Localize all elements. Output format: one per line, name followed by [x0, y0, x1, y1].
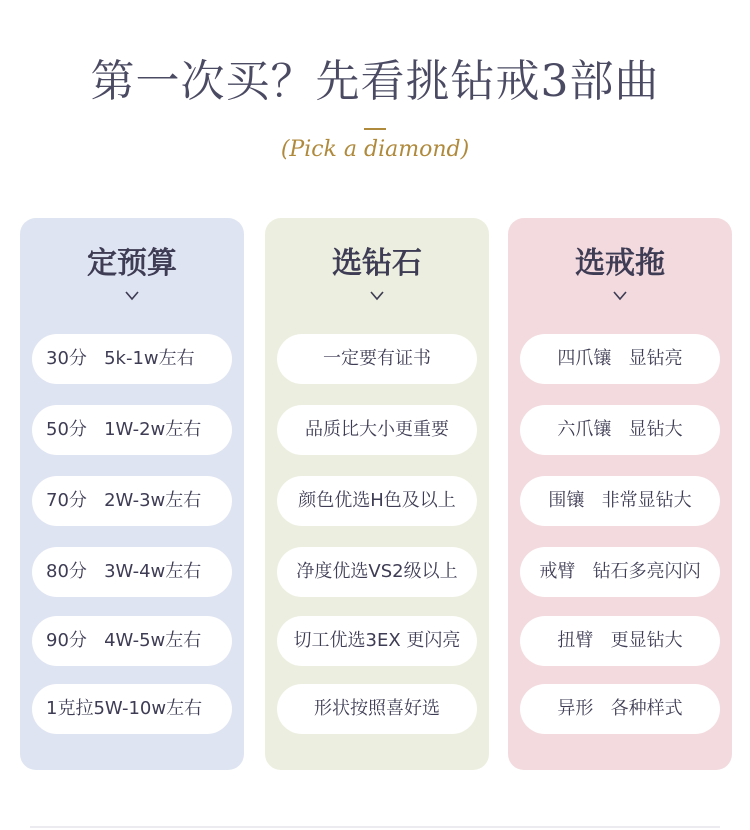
list-item: 四爪镶 显钻亮 — [520, 334, 720, 384]
list-item: 戒臂 钻石多亮闪闪 — [520, 547, 720, 597]
list-item: 扭臂 更显钻大 — [520, 616, 720, 666]
footer-divider — [30, 826, 720, 828]
subtitle-block — [0, 128, 750, 164]
list-item: 品质比大小更重要 — [277, 405, 477, 455]
list-item: 90分 4W-5w左右 — [32, 616, 232, 666]
chevron-down-icon — [265, 286, 489, 302]
subtitle: (Pick a diamond) — [280, 137, 470, 162]
list-item: 六爪镶 显钻大 — [520, 405, 720, 455]
budget-column — [20, 218, 244, 770]
setting-column — [508, 218, 732, 770]
diamond-column — [265, 218, 489, 770]
list-item: 30分 5k-1w左右 — [32, 334, 232, 384]
chevron-down-icon — [20, 286, 244, 302]
column-heading: 选戒拖 — [575, 246, 665, 281]
list-item: 围镶 非常显钻大 — [520, 476, 720, 526]
page-title: 第一次买？先看挑钻戒3部曲 — [90, 56, 660, 107]
subtitle-divider — [364, 128, 386, 130]
list-item: 一定要有证书 — [277, 334, 477, 384]
list-item: 颜色优选H色及以上 — [277, 476, 477, 526]
column-heading: 定预算 — [87, 246, 177, 281]
chevron-down-icon — [508, 286, 732, 302]
list-item: 70分 2W-3w左右 — [32, 476, 232, 526]
list-item: 异形 各种样式 — [520, 684, 720, 734]
list-item: 形状按照喜好选 — [277, 684, 477, 734]
list-item: 1克拉5W-10w左右 — [32, 684, 232, 734]
list-item: 80分 3W-4w左右 — [32, 547, 232, 597]
list-item: 切工优选3EX 更闪亮 — [277, 616, 477, 666]
list-item: 50分 1W-2w左右 — [32, 405, 232, 455]
column-heading: 选钻石 — [332, 246, 422, 281]
list-item: 净度优选VS2级以上 — [277, 547, 477, 597]
